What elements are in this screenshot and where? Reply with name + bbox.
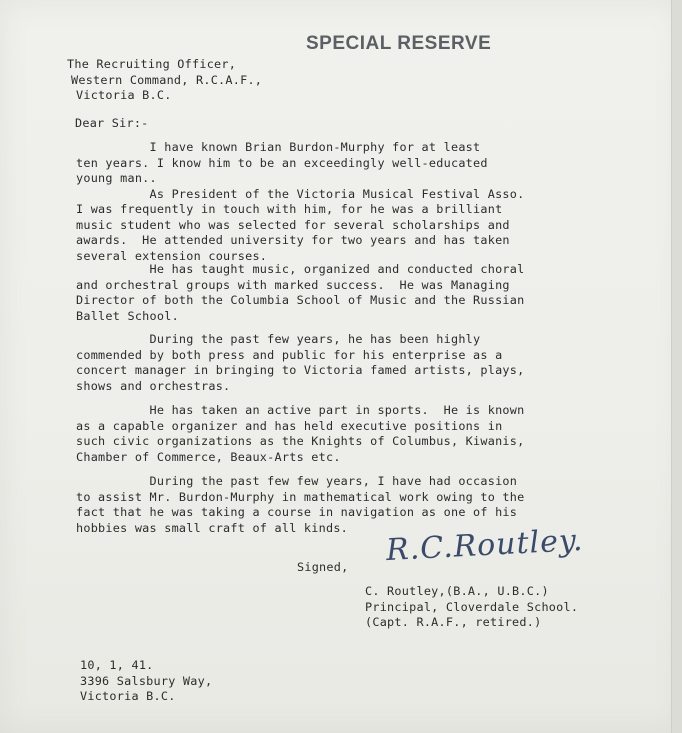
signer-note: (Capt. R.A.F., retired.) xyxy=(365,615,542,629)
text-line: to assist Mr. Burdon-Murphy in mathematical work owing to the xyxy=(76,489,525,504)
text-line: Chamber of Commerce, Beaux-Arts etc. xyxy=(76,449,341,464)
salutation: Dear Sir:- xyxy=(75,116,149,130)
special-reserve-stamp: SPECIAL RESERVE xyxy=(306,33,492,54)
text-line: concert manager in bringing to Victoria famed artists, plays, xyxy=(76,363,525,377)
text-line: shows and orchestras. xyxy=(76,378,231,393)
signer-name: C. Routley,(B.A., U.B.C.) xyxy=(365,584,549,598)
paragraph-2 xyxy=(76,262,525,324)
date-address-block xyxy=(80,658,212,705)
letter-date: 10, 1, 41. xyxy=(80,658,154,672)
signed-label: Signed, xyxy=(297,560,349,574)
text-line: and orchestral groups with marked success. He was Managing xyxy=(76,277,510,292)
signer-title: Principal, Cloverdale School. xyxy=(365,599,579,614)
signer-block xyxy=(365,584,578,631)
text-line: awards. He attended university for two years and has taken xyxy=(76,233,510,247)
paragraph-1 xyxy=(76,140,525,264)
handwritten-signature: R.C.Routley. xyxy=(385,522,585,569)
text-line: music student who was selected for several scholarships and xyxy=(76,217,510,232)
text-line: Ballet School. xyxy=(76,308,179,323)
text-line: commended by both press and public for his enterprise as a xyxy=(76,347,503,362)
text-line: fact that he was taking a course in navigation as one of his xyxy=(76,505,518,519)
text-line: as a capable organizer and has held executive positions in xyxy=(76,418,503,433)
text-line: several extension courses. xyxy=(76,248,268,263)
text-line: He has taken an active part in sports. He is known xyxy=(76,403,525,417)
text-line: I have known Brian Burdon-Murphy for at least xyxy=(76,140,481,154)
paragraph-4 xyxy=(76,403,525,465)
text-line: I was frequently in touch with him, for he was a brilliant xyxy=(76,202,503,216)
addressee-line: Victoria B.C. xyxy=(76,88,172,102)
addressee-line: The Recruiting Officer, xyxy=(67,57,237,71)
addressee-block xyxy=(67,57,262,104)
text-line: As President of the Victoria Musical Festival Asso. xyxy=(76,186,525,201)
text-line: ten years. I know him to be an exceedingly well-educated xyxy=(76,155,488,170)
page-edge-strip xyxy=(671,0,682,733)
paragraph-3 xyxy=(76,332,525,394)
text-line: hobbies was small craft of all kinds. xyxy=(76,520,349,535)
addressee-line: Western Command, R.C.A.F., xyxy=(71,72,263,87)
text-line: Director of both the Columbia School of Music and the Russian xyxy=(76,293,525,307)
text-line: young man.. xyxy=(76,171,157,185)
text-line: During the past few few years, I have had occasion xyxy=(76,474,518,488)
text-line: During the past few years, he has been highly xyxy=(76,332,481,346)
sender-city: Victoria B.C. xyxy=(80,689,176,703)
text-line: He has taught music, organized and conducted choral xyxy=(76,262,525,276)
sender-street: 3396 Salsbury Way, xyxy=(80,673,213,688)
paragraph-5 xyxy=(76,474,525,536)
text-line: such civic organizations as the Knights of Columbus, Kiwanis, xyxy=(76,434,525,448)
